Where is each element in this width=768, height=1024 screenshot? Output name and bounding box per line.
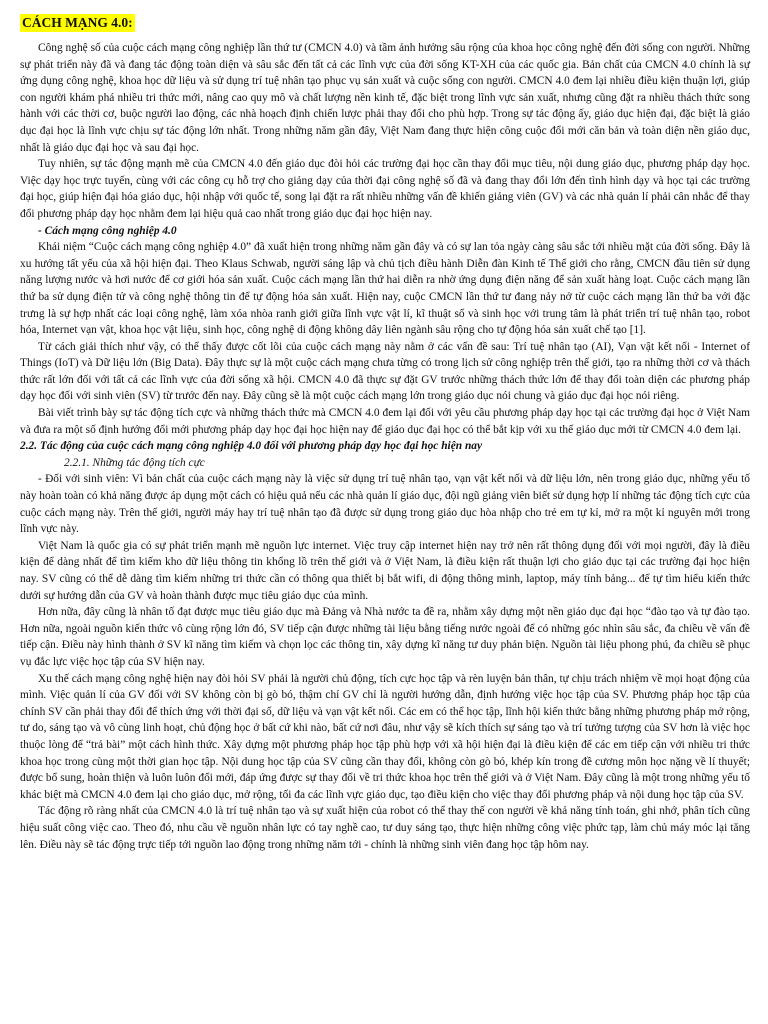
- paragraph-concept: Khái niệm “Cuộc cách mạng công nghiệp 4.0” đã xuất hiện trong những năm gần đây và có sự lan tỏa ngày càng sâu sắc tới nhiều mặt của đời sống. Đây là xu hướng tất yếu của xã hội hiện đại. Theo Klaus Schwab, người sáng lập và chủ tịch điều hành Diễn đàn Kinh tế Thế giới cho rằng, CMCN đầu tiên sử dụng năng lượng nước và hơi nước để cơ giới hóa sản xuất. Cuộc cách mạng lần thứ hai diễn ra nhờ ứng dụng điện năng để sản xuất hàng loạt. Cuộc cách mạng lần thứ ba sử dụng điện tử và công nghệ thông tin để tự động hóa sản xuất. Hiện nay, cuộc CMCN lần thứ tư đang nảy nở từ cuộc cách mạng lần thứ ba với đặc trưng là sự hợp nhất các loại công nghệ, làm xóa nhòa ranh giới giữa lĩnh vực vật lí, kĩ thuật số và sinh học với trung tâm là phát triển trí tuệ nhân tạo, robot hóa, Internet vạn vật, khoa học vật liệu, sinh học, công nghệ di động không dây liên ngành sâu rộng cho tự động hóa sản xuất chế tạo [1].: [20, 241, 750, 337]
- paragraph-core-issues: Từ cách giải thích như vậy, có thể thấy được cốt lõi của cuộc cách mạng này nằm ở các vấn đề sau: Trí tuệ nhân tạo (AI), Vạn vật kết nối - Internet of Things (IoT) và Dữ liệu lớn (Big Data). Đây thực sự là một cuộc cách mạng chưa từng có trong lịch sử công nghiệp trên thế giới, tạo ra những thời cơ và thách thức rất lớn đối với tất cả các lĩnh vực của đời sống xã hội. CMCN 4.0 đã thực sự đặt GV trước những thách thức lớn để thay đổi toàn diện các phương pháp dạy học đối với sinh viên (SV) từ trước đến nay. Đây cũng sẽ là một cuộc cách mạng lớn trong giáo dục nói chung và giáo dục đại học nói riêng.: [20, 340, 750, 403]
- section-heading-2-2-1: 2.2.1. Những tác động tích cực: [64, 456, 205, 469]
- paragraph-students: - Đối với sinh viên: Vì bản chất của cuộc cách mạng này là việc sử dụng trí tuệ nhân tạo, vạn vật kết nối và dữ liệu lớn, nên trong giáo dục, những yếu tố này hoàn toàn có khả năng được áp dụng một cách có hiệu quả nếu các nhà quản lí giáo dục, đội ngũ giảng viên biết sử dụng hợp lí những tác động tích cực của cuộc cách mạng này. Trên thế giới, người máy hay trí tuệ nhân tạo đã được sử dụng trong giáo dục hòa nhập cho trẻ em tự kỉ, mở ra một kỉ nguyên mới trong lĩnh vực này.: [20, 473, 750, 536]
- section-heading-cmcn: - Cách mạng công nghiệp 4.0: [38, 224, 177, 237]
- section-heading-2-2: 2.2. Tác động của cuộc cách mạng công nghiệp 4.0 đối với phương pháp dạy học đại học hiện nay: [20, 440, 483, 453]
- paragraph-intro: Công nghệ số của cuộc cách mạng công nghiệp lần thứ tư (CMCN 4.0) và tầm ảnh hưởng sâu rộng của khoa học công nghệ đến đời sống con người. Những sự phát triển này đã và đang tác động toàn diện và sâu sắc đến tất cả các lĩnh vực của đời sống KT-XH của các quốc gia. Bản chất của CMCN 4.0 chính là sự ứng dụng công nghệ, khoa học dữ liệu và sử dụng trí tuệ nhân tạo phục vụ sản xuất và cuộc sống con người. CMCN 4.0 đem lại nhiều điều kiện thuận lợi, giúp con người khám phá nhiều tri thức mới, nâng cao quy mô và chất lượng nền kinh tế, đặc biệt trong lĩnh vực sản xuất, nhưng cũng đặt ra nhiều thách thức song hành với các thời cơ, buộc người lao động, các nhà hoạch định chiến lược phải thay đổi cho phù hợp. Trong sự tác động ấy, giáo dục hiện đại, đặc biệt là giáo dục đại học là lĩnh vực chịu sự tác động lớn nhất. Trong những năm gần đây, Việt Nam đang thực hiện công cuộc đổi mới căn bản và toàn diện nền giáo dục, nhất là giáo dục đại học và sau đại học.: [20, 42, 750, 154]
- document-title: CÁCH MẠNG 4.0:: [22, 15, 133, 30]
- paragraph-article-scope: Bài viết trình bày sự tác động tích cực và những thách thức mà CMCN 4.0 đem lại đối với yêu cầu phương pháp dạy học tại các trường đại học ở Việt Nam và đưa ra một số định hướng đổi mới phương pháp dạy học đại học hiện nay để giáo dục đại học có thể bắt kịp với xu thế giáo dục mới từ CMCN 4.0 đem lại.: [20, 407, 750, 436]
- paragraph-impact: Tuy nhiên, sự tác động mạnh mẽ của CMCN 4.0 đến giáo dục đòi hỏi các trường đại học cần thay đổi mục tiêu, nội dung giáo dục, phương pháp dạy học. Việc dạy học trực tuyến, cùng với các công cụ hỗ trợ cho giảng dạy của thời đại công nghệ số đã và đang thay đổi lớn đến tình hình dạy và học tại các trường đại học, giúp hiện đại hóa giáo dục, hội nhập với quốc tế, song lại đặt ra rất nhiều những vấn đề khiến giảng viên (GV) và các nhà quản lí phải cân nhắc để thay đổi phương pháp dạy học nhằm đem lại hiệu quả cao nhất trong giáo dục đại học hiện nay.: [20, 158, 750, 220]
- paragraph-active-learning: Xu thế cách mạng công nghệ hiện nay đòi hỏi SV phải là người chủ động, tích cực học tập và rèn luyện bản thân, tự chịu trách nhiệm về mọi hoạt động của mình. Việc quản lí của GV đối với SV không còn bị gò bó, thậm chí GV chỉ là người hướng dẫn, định hướng việc học tập của SV. Phương pháp học tập của chính SV cần phải thay đổi để thích ứng với thời đại số, dữ liệu và vạn vật kết nối. Các em có thể học tập, lĩnh hội kiến thức bằng những phương pháp mở rộng, tư do, sáng tạo và vô cùng linh hoạt, chủ động học ở bất cứ khi nào, bất cứ nơi đâu, như vậy sẽ kích thích sự sáng tạo và trí tưởng tượng của SV hơn là việc học thuộc lòng để “trả bài” một cách hình thức. Xây dựng một phương pháp học tập phù hợp với xã hội hiện đại là điều kiện để các em tiếp cận với nhiều tri thức khoa học trong cùng một thời gian học tập. Nội dung học tập của SV cũng cần thay đổi, không còn gò bó, khép kín trong đề cương môn học nặng về lí thuyết; được bổ sung, hoàn thiện và luôn luôn đổi mới, đáp ứng được sự thay đổi về tri thức khoa học trên thế giới và ở Việt Nam. Đây cũng là một trong những yếu tố khác biệt mà CMCN 4.0 đem lại cho giáo dục, mở rộng, tối đa các lĩnh vực giáo dục, tạo điều kiện cho việc thay đổi phương pháp và nội dung học tập của SV.: [20, 672, 750, 801]
- paragraph-ai-impact: Tác động rõ ràng nhất của CMCN 4.0 là trí tuệ nhân tạo và sự xuất hiện của robot có thể thay thế con người về khả năng tính toán, ghi nhớ, phân tích cũng hiệu suất công việc cao. Theo đó, nhu cầu về nguồn nhân lực có tay nghề cao, tư duy sáng tạo, thực hiện những công việc phức tạp, làm chủ máy móc lại tăng lên. Điều này sẽ tác động trực tiếp tới nguồn lao động trong những năm tới - chính là những sinh viên đang học tập hôm nay.: [20, 805, 750, 851]
- paragraph-internet: Việt Nam là quốc gia có sự phát triển mạnh mẽ nguồn lực internet. Việc truy cập internet hiện nay trở nên rất thông dụng đối với mọi người, đây là điều kiện để dàng nhất để tìm kiếm kho dữ liệu thông tin khổng lồ trên thế giới và ở Việt Nam, là điều kiện rất thuận lợi cho giáo dục tại các trường đại học hiện nay. SV cũng có thể dễ dàng tìm kiếm những tri thức cần có thông qua thiết bị bắt wifi, di động thông minh, laptop, máy tính bảng... để tự tìm hiểu kiến thức dưới sự hướng dẫn của GV và hoàn thành được mục tiêu giáo dục của mình.: [20, 539, 750, 602]
- paragraph-self-training: Hơn nữa, đây cũng là nhân tố đạt được mục tiêu giáo dục mà Đảng và Nhà nước ta đề ra, nhằm xây dựng một nền giáo dục đại học “đào tạo và tự đào tạo. Hơn nữa, ngoài nguồn kiến thức vô cùng rộng lớn đó, SV tiếp cận được những tài liệu bằng tiếng nước ngoài để có những góc nhìn sâu sắc, đa chiều về vấn đề tiếp cận. Điều này hình thành ở SV kĩ năng tìm kiếm và chọn lọc các thông tin, xây dựng kĩ năng tư duy phản biện. Nguồn tài liệu phong phú, đa chiều sẽ phục vụ đắc lực việc học tập của SV hiện nay.: [20, 606, 750, 668]
